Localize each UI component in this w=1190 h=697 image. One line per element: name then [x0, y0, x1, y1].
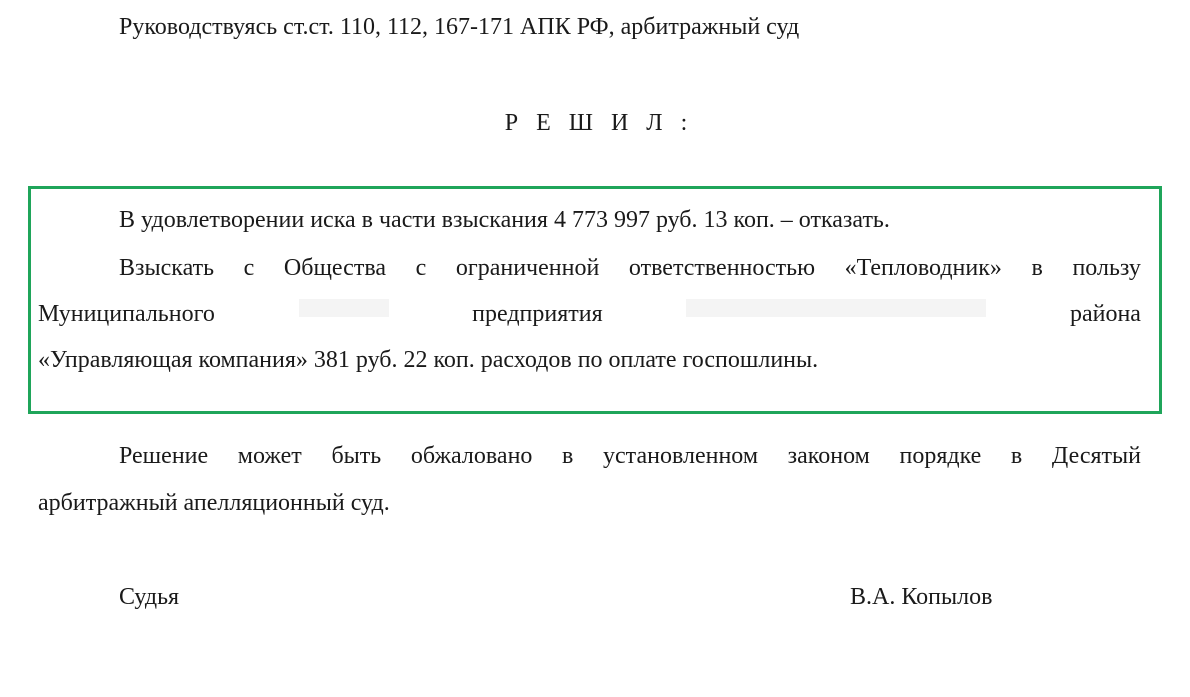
word: «Тепловодник»	[844, 255, 1002, 281]
word: законом	[787, 443, 870, 469]
word: в	[1031, 255, 1043, 281]
decision-line-3	[38, 299, 1141, 329]
word: предприятия	[472, 301, 603, 327]
word: в	[1010, 443, 1023, 469]
word: пользу	[1072, 255, 1141, 281]
intro-paragraph: Руководствуясь ст.ст. 110, 112, 167-171 АПК РФ, арбитражный суд	[119, 14, 800, 40]
word: района	[1069, 301, 1141, 327]
word: ответственностью	[628, 255, 816, 281]
appeal-line-1	[119, 441, 1141, 471]
word: обжаловано	[410, 443, 533, 469]
decision-line-4: «Управляющая компания» 381 руб. 22 коп. расходов по оплате госпошлины.	[38, 347, 819, 373]
word: с	[415, 255, 427, 281]
word: быть	[331, 443, 382, 469]
word: Муниципального	[38, 301, 215, 327]
word: в	[562, 443, 574, 469]
redacted-text	[299, 299, 389, 317]
decision-line-1: В удовлетворении иска в части взыскания 4 773 997 руб. 13 коп. – отказать.	[119, 207, 890, 233]
word: порядке	[899, 443, 982, 469]
word: Общества	[283, 255, 386, 281]
word: ограниченной	[455, 255, 600, 281]
appeal-line-2: арбитражный апелляционный суд.	[38, 490, 390, 516]
word: может	[237, 443, 302, 469]
word: с	[243, 255, 255, 281]
judge-role: Судья	[119, 584, 180, 610]
word: Решение	[119, 443, 209, 469]
judge-name: В.А. Копылов	[850, 584, 993, 610]
word: Взыскать	[119, 255, 215, 281]
redacted-text	[686, 299, 986, 317]
word: Десятый	[1051, 443, 1141, 469]
decision-heading: Р Е Ш И Л :	[504, 110, 694, 136]
decision-line-2	[119, 253, 1141, 283]
word: установленном	[603, 443, 759, 469]
